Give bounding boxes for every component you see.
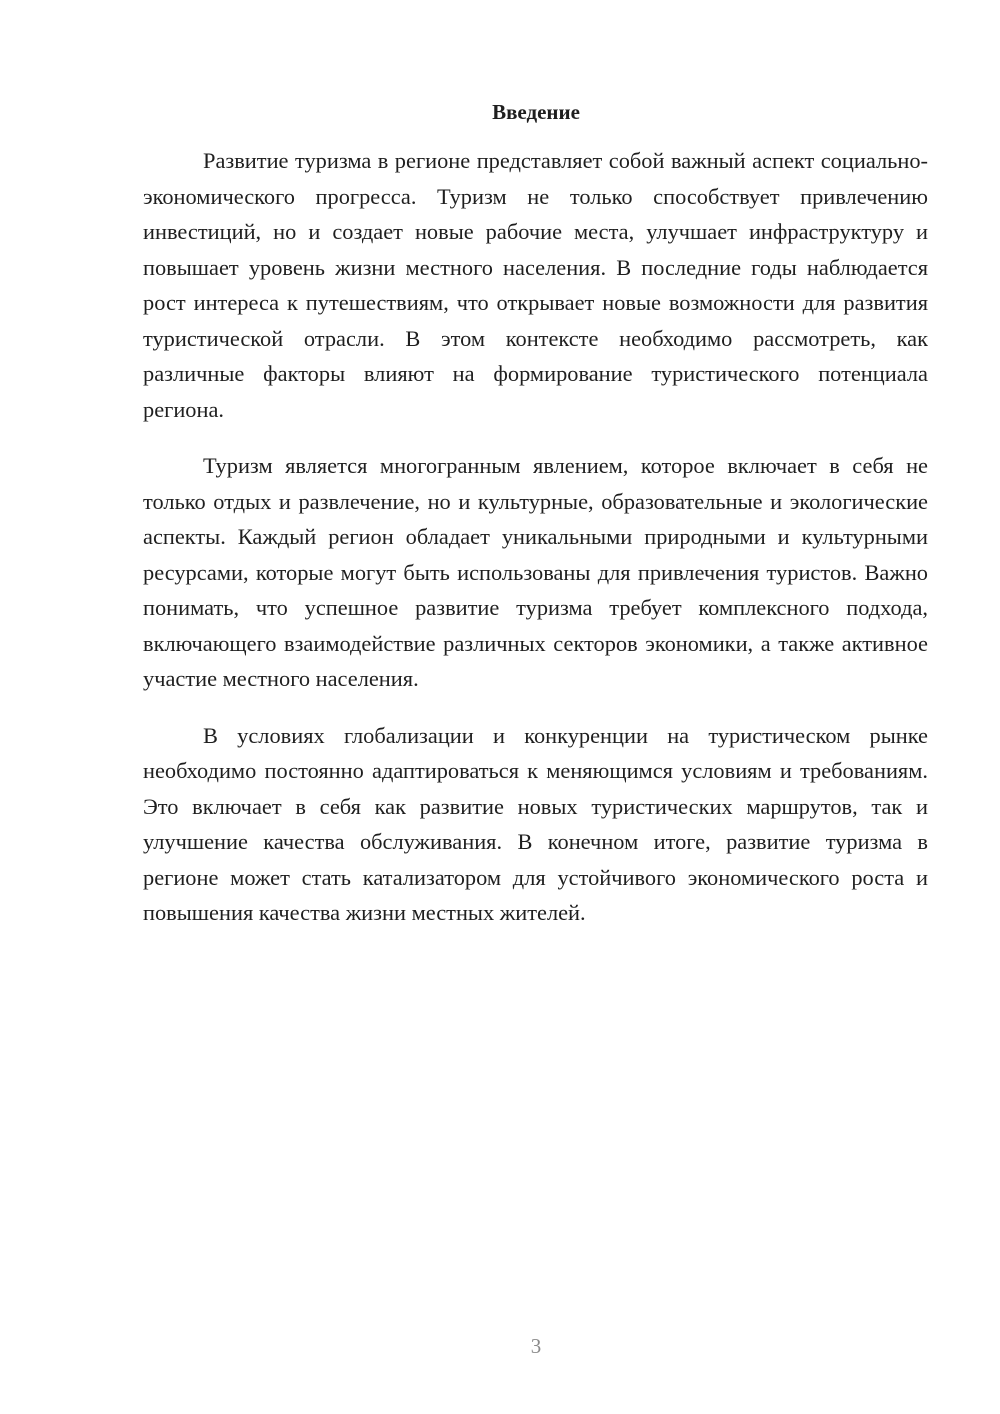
paragraph-1: Развитие туризма в регионе представляет собой важный аспект социально-экономического прогресса. Туризм не только способствует привлечению инвестиций, но и создает новые рабочие места, улучшает инфраструктуру и повышает уровень жизни местного населения. В последние годы наблюдается рост интереса к путешествиям, что открывает новые возможности для развития туристической отрасли. В этом контексте необходимо рассмотреть, как различные факторы влияют на формирование туристического потенциала региона. [143, 148, 928, 422]
section-heading: Введение [492, 100, 580, 124]
page-number: 3 [530, 1334, 542, 1358]
paragraph-3: В условиях глобализации и конкуренции на туристическом рынке необходимо постоянно адаптироваться к меняющимся условиям и требованиям. Это включает в себя как развитие новых туристических маршрутов, так и улучшение качества обслуживания. В конечном итоге, развитие туризма в регионе может стать катализатором для устойчивого экономического роста и повышения качества жизни местных жителей. [143, 722, 928, 925]
paragraph-2: Туризм является многогранным явлением, которое включает в себя не только отдых и развлечение, но и культурные, образовательные и экологические аспекты. Каждый регион обладает уникальными природными и культурными ресурсами, которые могут быть использованы для привлечения туристов. Важно понимать, что успешное развитие туризма требует комплексного подхода, включающего взаимодействие различных секторов экономики, а также активное участие местного населения. [143, 453, 928, 691]
body-text [143, 143, 928, 952]
